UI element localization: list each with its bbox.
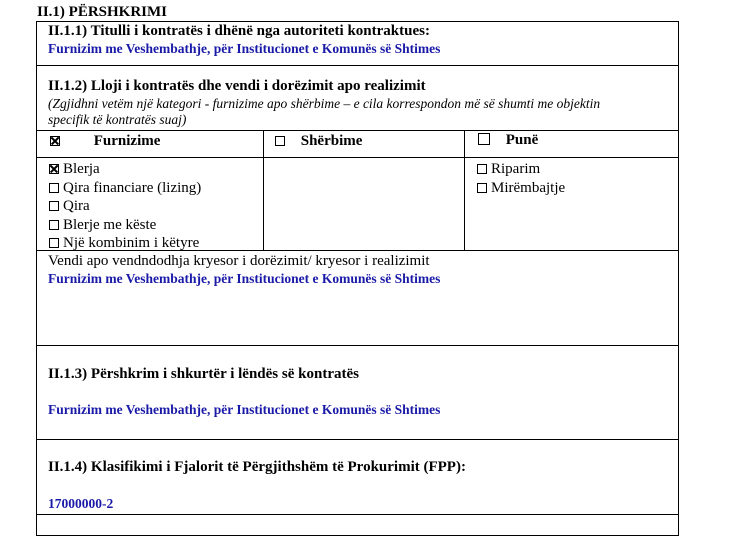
category-pune[interactable] xyxy=(478,132,538,149)
option-blerje-me-keste[interactable]: Blerje me këste xyxy=(49,216,201,235)
divider xyxy=(36,514,679,515)
s113-value: Furnizim me Veshembathje, për Institucionet e Komunës së Shtimes xyxy=(48,402,441,417)
option-riparim[interactable]: Riparim xyxy=(477,160,565,179)
option-qira[interactable]: Qira xyxy=(49,197,201,216)
s111-label: II.1.1) Titulli i kontratës i dhënë nga autoriteti kontraktues: xyxy=(48,23,430,39)
divider xyxy=(36,130,679,131)
section-title: II.1) PËRSHKRIMI xyxy=(37,4,168,20)
checkbox-icon[interactable] xyxy=(478,133,490,145)
category-sherbime[interactable] xyxy=(275,133,362,150)
s112-note-line1: (Zgjidhni vetëm një kategori - furnizime apo shërbime – e cila korrespondon më së shumti me objektin xyxy=(48,96,601,111)
s113-label: II.1.3) Përshkrim i shkurtër i lëndës së kontratës xyxy=(48,366,359,382)
category-label: Shërbime xyxy=(300,133,363,149)
option-kombinim[interactable]: Një kombinim i këtyre xyxy=(49,234,201,253)
pune-options xyxy=(477,160,565,197)
divider xyxy=(36,65,679,66)
checkbox-icon[interactable] xyxy=(477,183,487,193)
option-blerja[interactable]: Blerja xyxy=(49,160,201,179)
column-divider xyxy=(464,130,465,250)
checkbox-icon[interactable] xyxy=(49,220,59,230)
option-qira-financiare[interactable]: Qira financiare (lizing) xyxy=(49,179,201,198)
location-label: Vendi apo vendndodhja kryesor i dorëzimit/ kryesor i realizimit xyxy=(48,253,430,269)
column-divider xyxy=(263,130,264,250)
cpv-code: 17000000-2 xyxy=(48,496,114,511)
s111-value: Furnizim me Veshembathje, për Institucionet e Komunës së Shtimes xyxy=(48,41,441,56)
location-value: Furnizim me Veshembathje, për Institucionet e Komunës së Shtimes xyxy=(48,271,441,286)
checkbox-checked-icon[interactable] xyxy=(49,164,59,174)
s114-label: II.1.4) Klasifikimi i Fjalorit të Përgjithshëm të Prokurimit (FPP): xyxy=(48,459,466,475)
checkbox-icon[interactable] xyxy=(49,183,59,193)
category-furnizime[interactable] xyxy=(50,133,160,150)
divider xyxy=(36,345,679,346)
s112-label: II.1.2) Lloji i kontratës dhe vendi i dorëzimit apo realizimit xyxy=(48,78,426,94)
checkbox-icon[interactable] xyxy=(49,201,59,211)
option-mirembajtje[interactable]: Mirëmbajtje xyxy=(477,179,565,198)
furnizime-options xyxy=(49,160,201,253)
checkbox-checked-icon[interactable] xyxy=(50,136,60,146)
divider xyxy=(36,439,679,440)
checkbox-icon[interactable] xyxy=(49,238,59,248)
s112-note-line2: specifik të kontratës suaj) xyxy=(48,112,187,127)
checkbox-icon[interactable] xyxy=(477,164,487,174)
divider xyxy=(36,157,679,158)
category-label: Punë xyxy=(505,132,539,148)
checkbox-icon[interactable] xyxy=(275,136,285,146)
category-label: Furnizime xyxy=(93,133,161,149)
